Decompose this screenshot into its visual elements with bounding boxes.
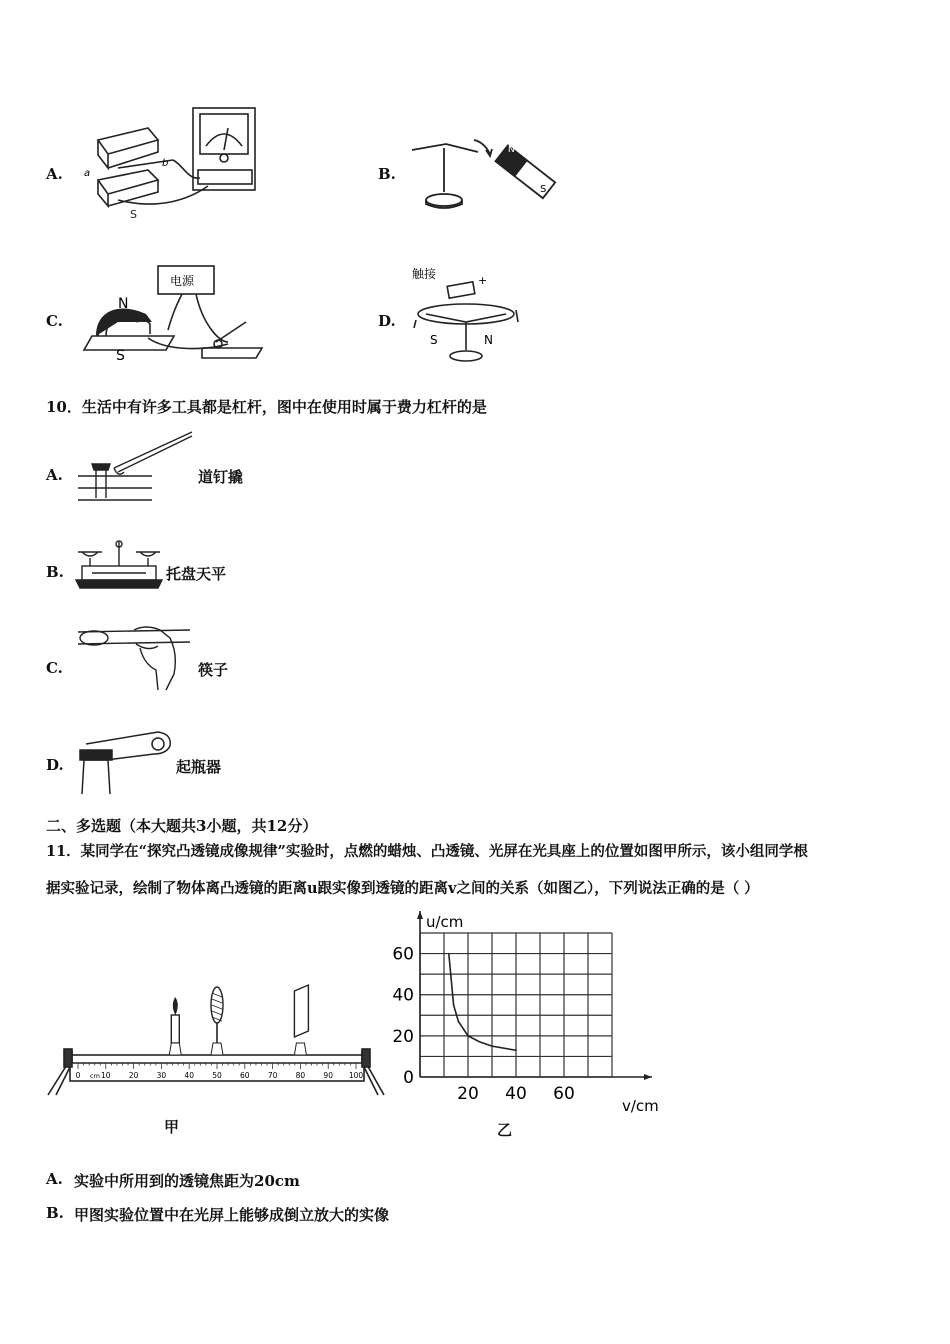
q10-figure-d-bottle-opener [72,726,177,796]
q10-figure-a-spike-pry [74,428,199,508]
contact-label: 触接 [412,267,437,281]
bench-tick-label: 60 [240,1071,250,1080]
q9-figure-b-needle-magnet [408,130,568,215]
q10-option-c-caption: 筷子 [198,661,229,679]
bench-tick-label: 10 [101,1071,111,1080]
svg-text:a: a [84,168,91,179]
x-tick-label: 40 [505,1084,527,1104]
y-axis-label: u/cm [426,913,464,931]
lens-holder [211,1043,223,1055]
q9-option-b-label[interactable]: B. [378,165,396,183]
x-axis-arrow [644,1074,652,1080]
uv-point [491,1045,493,1047]
bench-tick-label: 40 [184,1071,194,1080]
svg-text:b: b [162,158,169,169]
bench-tick-label: 90 [323,1071,333,1080]
q9-option-a-label[interactable]: A. [46,165,63,183]
q9-figure-d-compass [408,262,528,370]
power-source-label: 电源 [170,274,195,288]
uv-point [515,1049,517,1051]
svg-text:+: + [478,274,488,287]
svg-text:S: S [116,348,125,364]
q9-figure-c-motor [78,262,273,362]
svg-text:S: S [130,208,137,221]
q10-option-c-label[interactable]: C. [46,659,63,677]
q9-option-c-label[interactable]: C. [46,312,63,330]
figure-yi-caption: 乙 [497,1121,513,1139]
q10-option-d-label[interactable]: D. [46,756,64,774]
uv-point [448,953,450,955]
candle-holder [169,1043,181,1055]
y-tick-label: 20 [392,1026,414,1047]
bench-tick-label: 20 [128,1071,139,1080]
bench-unit-label: cm [90,1072,100,1080]
x-tick-label: 60 [553,1084,575,1104]
q11-question-line1: 11．某同学在“探究凸透镜成像规律”实验时，点燃的蜡烛、凸透镜、光屏在光具座上的位置如图甲所示，该小组同学根 [46,843,808,860]
q10-option-a-label[interactable]: A. [46,466,63,484]
q9-figure-a-induction [78,100,268,220]
q10-option-b-label[interactable]: B. [46,563,64,581]
q11-option-a-text: 实验中所用到的透镜焦距为20cm [74,1172,300,1190]
light-screen [294,985,308,1037]
q11-option-b-label[interactable]: B. [46,1204,64,1222]
bench-tick-label: 80 [295,1071,306,1080]
uv-point [453,1004,455,1006]
uv-point [467,1035,469,1037]
svg-text:S: S [540,184,547,195]
optical-bench-figure [44,985,389,1100]
y-axis-arrow [417,911,423,919]
svg-text:N: N [508,145,515,155]
uv-chart [380,905,660,1135]
q9-option-d-label[interactable]: D. [378,312,396,330]
bench-scale [76,1063,364,1080]
uv-point [458,1021,460,1023]
q10-figure-c-chopsticks [74,624,199,696]
svg-text:N: N [118,296,129,312]
q11-option-a-label[interactable]: A. [46,1170,63,1188]
y-tick-label: 60 [392,944,414,965]
screen-holder [294,1043,306,1055]
q10-option-b-caption: 托盘天平 [166,565,227,583]
figure-jia-caption: 甲 [164,1118,180,1136]
uv-point [479,1041,481,1043]
y-tick-label: 0 [403,1068,414,1088]
bench-tick-label: 50 [212,1071,222,1080]
q11-question-line2: 据实验记录，绘制了物体离凸透镜的距离u跟实像到透镜的距离v之间的关系（如图乙），下列说法正确的是（ ） [46,880,759,897]
bench-tick-label: 0 [75,1071,81,1080]
bench-tick-label: 30 [156,1071,167,1080]
x-axis-label: v/cm [622,1097,659,1115]
q11-option-b-text: 甲图实验位置中在光屏上能够成倒立放大的实像 [74,1206,390,1224]
candle-flame [173,997,178,1015]
bench-tick-label: 70 [267,1071,278,1080]
section-heading: 二、多选题（本大题共3小题，共12分） [46,817,318,835]
q10-figure-b-balance [72,538,167,593]
q10-option-a-caption: 道钉撬 [198,468,244,486]
x-tick-label: 20 [457,1084,479,1104]
q10-question: 10．生活中有许多工具都是杠杆，图中在使用时属于费力杠杆的是 [46,398,487,416]
svg-text:S: S [430,333,438,347]
q10-option-d-caption: 起瓶器 [176,758,222,776]
y-tick-label: 40 [392,985,414,1006]
svg-text:N: N [484,333,493,347]
candle [171,1015,179,1043]
bench-tick-label: 100 [348,1071,364,1080]
